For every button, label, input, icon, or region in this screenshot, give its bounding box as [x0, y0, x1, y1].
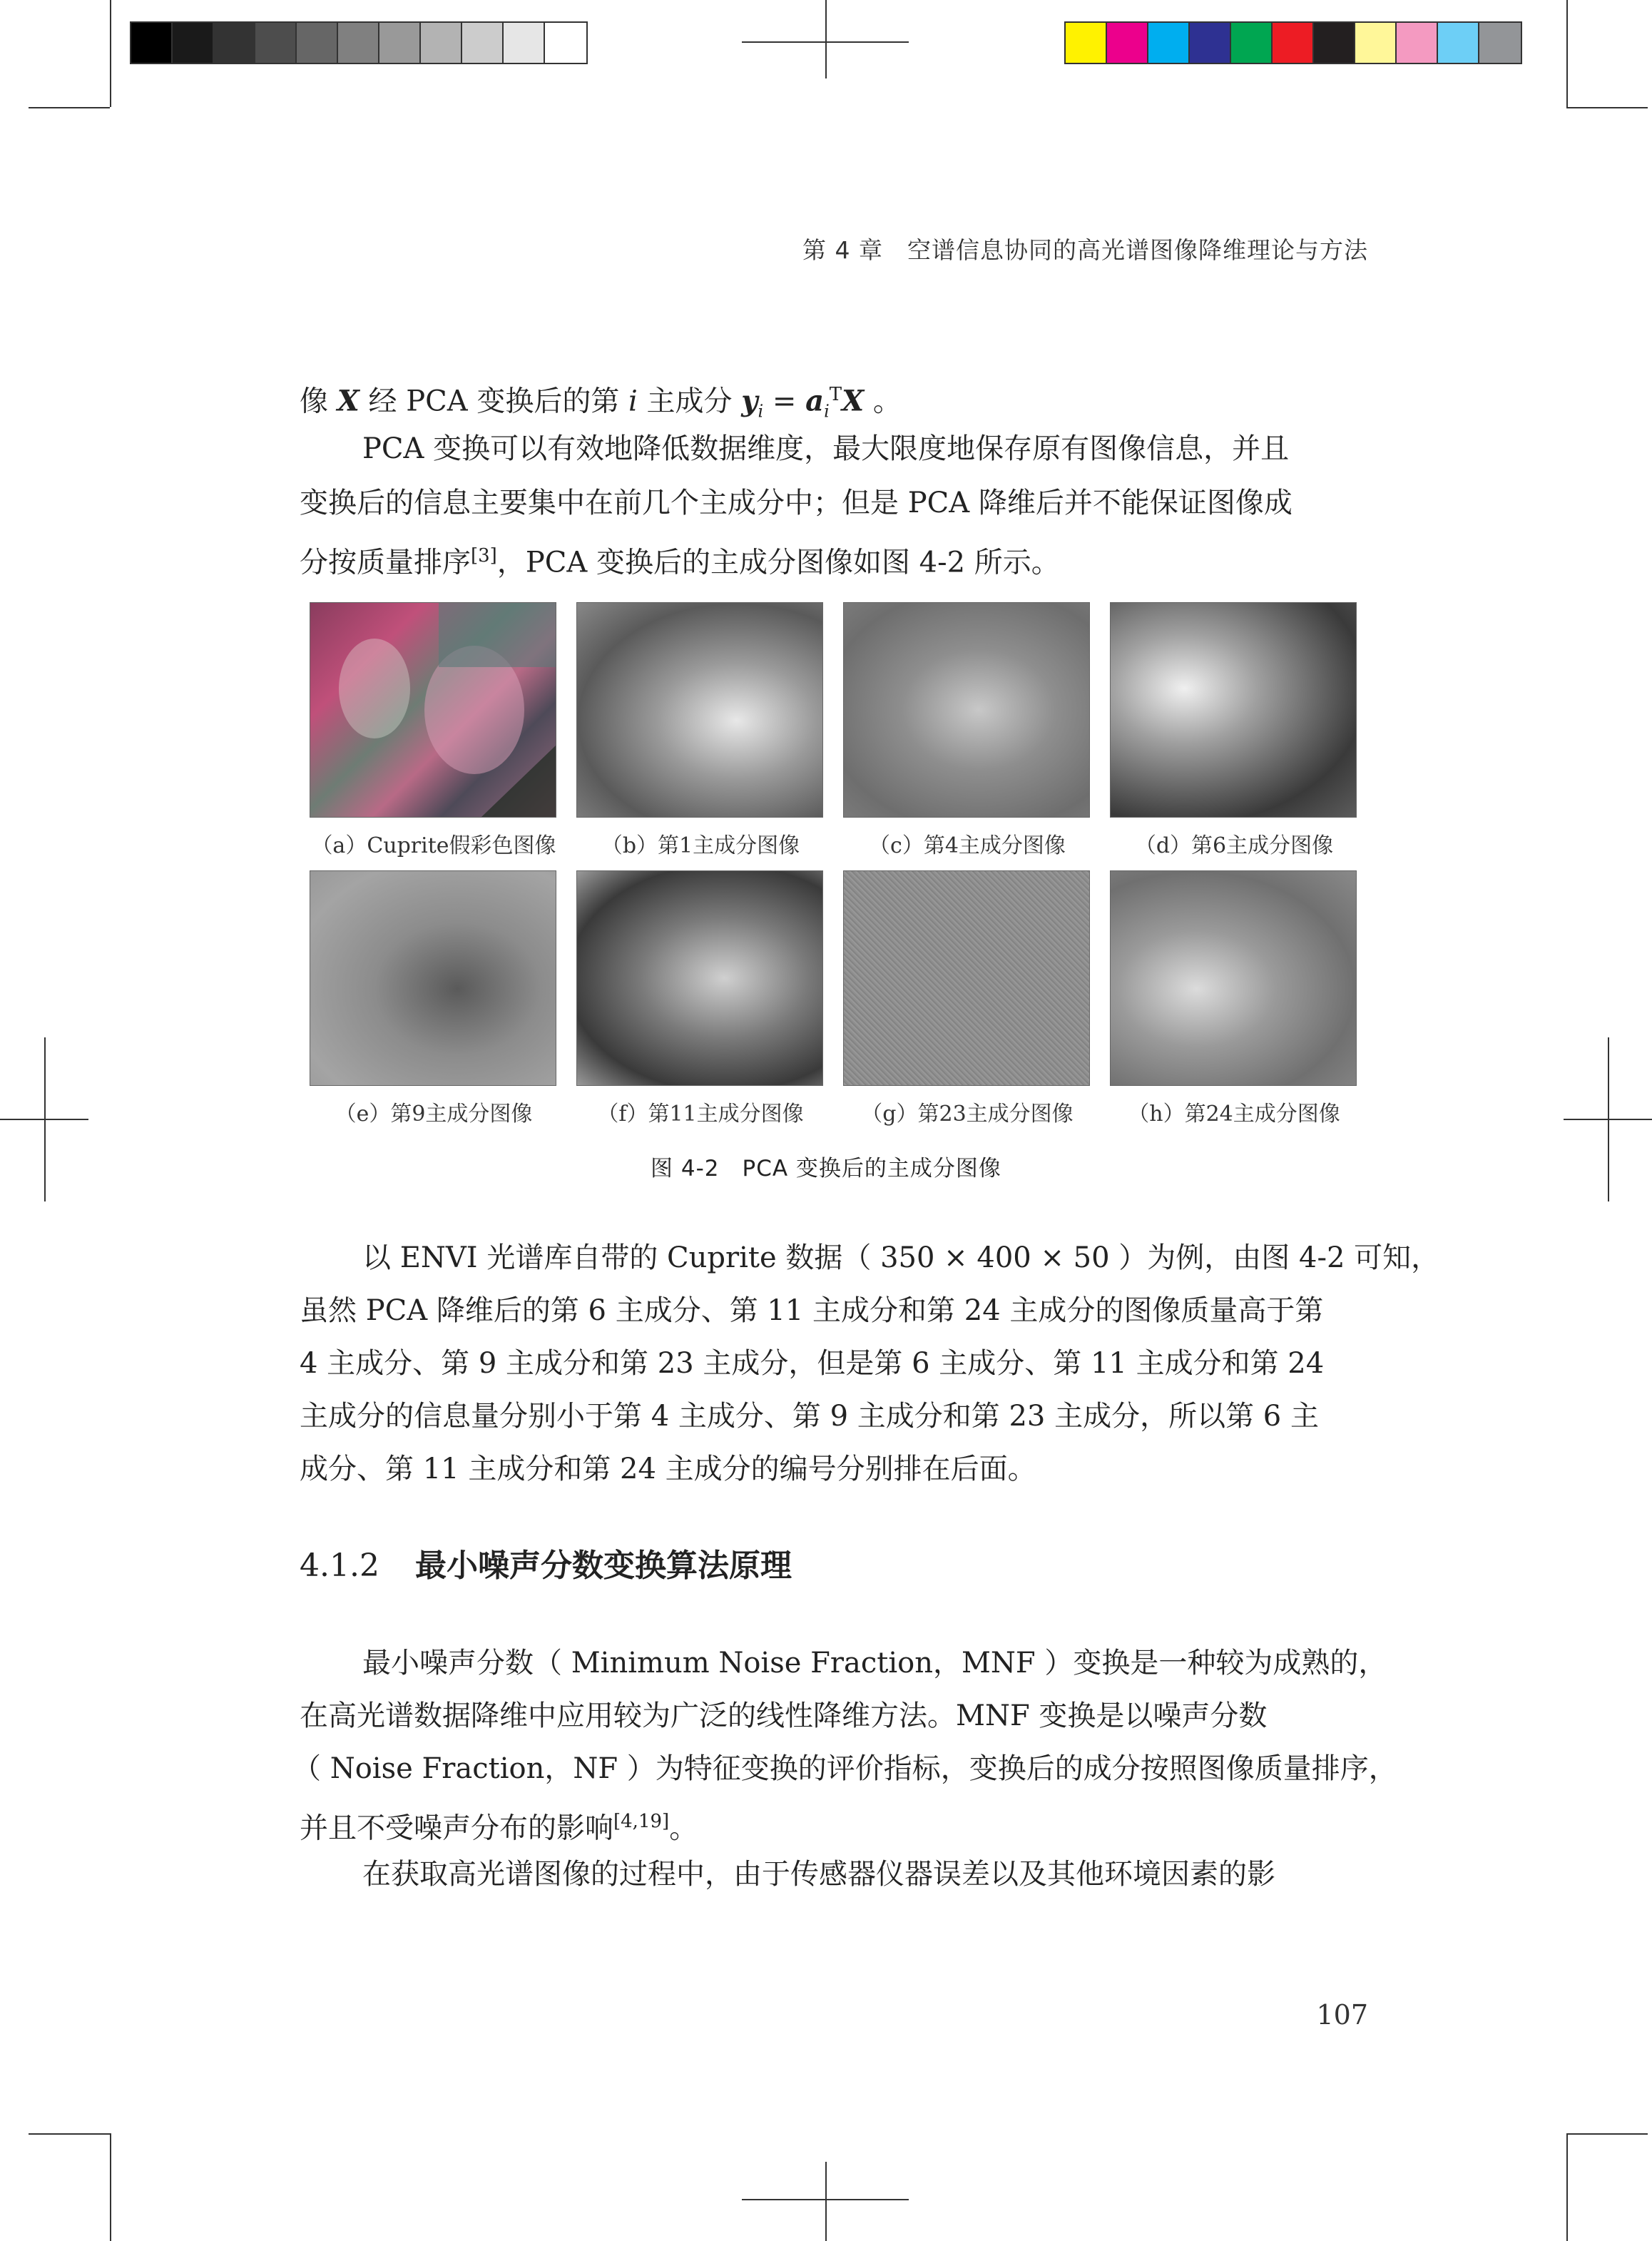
text-line: 成分、第 11 主成分和第 24 主成分的编号分别排在后面。 [300, 1453, 1036, 1485]
text-line: 分按质量排序[3]，PCA 变换后的主成分图像如图 4-2 所示。 [300, 545, 1060, 579]
panel-caption: （f）第11主成分图像 [597, 1102, 804, 1127]
color-swatch [1438, 23, 1479, 63]
text-line: 4 主成分、第 9 主成分和第 23 主成分，但是第 6 主成分、第 11 主成分和第 24 [300, 1347, 1325, 1380]
panel-caption: （b）第1主成分图像 [601, 833, 800, 858]
pc24-image [1110, 870, 1357, 1086]
panel-caption: （d）第6主成分图像 [1134, 833, 1334, 858]
cuprite-false-color-image [310, 602, 556, 818]
color-swatch [1066, 23, 1107, 63]
text-line: 以 ENVI 光谱库自带的 Cuprite 数据（ 350 × 400 × 50 ）为例，由图 4-2 可知， [362, 1241, 1440, 1274]
color-swatch [131, 23, 173, 63]
text-line: PCA 变换可以有效地降低数据维度，最大限度地保存原有图像信息，并且 [362, 432, 1290, 465]
pc23-image [843, 870, 1090, 1086]
color-swatch [1107, 23, 1148, 63]
color-swatch [1190, 23, 1231, 63]
color-swatch [1314, 23, 1355, 63]
text-line: 在高光谱数据降维中应用较为广泛的线性降维方法。MNF 变换是以噪声分数 [300, 1699, 1268, 1732]
section-number: 4.1.2 [300, 1548, 379, 1584]
pc1-image [576, 602, 823, 818]
text-line: 在获取高光谱图像的过程中，由于传感器仪器误差以及其他环境因素的影 [362, 1858, 1275, 1891]
process-color-bar [1064, 21, 1522, 64]
text-line: 主成分的信息量分别小于第 4 主成分、第 9 主成分和第 23 主成分，所以第 6 主 [300, 1400, 1319, 1433]
pc6-image [1110, 602, 1357, 818]
color-swatch [173, 23, 214, 63]
text-line: （ Noise Fraction，NF ）为特征变换的评价指标，变换后的成分按照图像质量排序， [292, 1752, 1397, 1785]
color-swatch [421, 23, 462, 63]
color-swatch [545, 23, 586, 63]
pc11-image [576, 870, 823, 1086]
color-swatch [379, 23, 421, 63]
color-swatch [1231, 23, 1273, 63]
section-title: 最小噪声分数变换算法原理 [414, 1548, 792, 1584]
running-head: 第 4 章 空谱信息协同的高光谱图像降维理论与方法 [802, 236, 1368, 264]
section-heading [300, 1540, 792, 1585]
color-swatch [1273, 23, 1314, 63]
pc4-image [843, 602, 1090, 818]
false-color-texture [310, 603, 556, 817]
text-line: 虽然 PCA 降维后的第 6 主成分、第 11 主成分和第 24 主成分的图像质量高于第 [300, 1294, 1324, 1327]
color-swatch [338, 23, 379, 63]
color-swatch [504, 23, 545, 63]
color-swatch [1479, 23, 1521, 63]
text-line: 最小噪声分数（ Minimum Noise Fraction，MNF ）变换是一种较为成熟的， [362, 1647, 1387, 1680]
pc9-image [310, 870, 556, 1086]
color-swatch [214, 23, 255, 63]
color-swatch [1148, 23, 1190, 63]
panel-caption: （g）第23主成分图像 [861, 1102, 1074, 1127]
color-swatch [1397, 23, 1438, 63]
color-swatch [462, 23, 504, 63]
text-line: 像 X 经 PCA 变换后的第 i 主成分 $y_i = a_i^TX$ 。 [300, 384, 902, 422]
panel-caption: （e）第9主成分图像 [335, 1102, 533, 1127]
color-swatch [1355, 23, 1397, 63]
text-line: 变换后的信息主要集中在前几个主成分中；但是 PCA 降维后并不能保证图像成 [300, 487, 1292, 519]
page-number: 107 [1316, 1999, 1368, 2031]
color-swatch [297, 23, 338, 63]
gray-color-bar [130, 21, 588, 64]
text-line: 并且不受噪声分布的影响[4,19]。 [300, 1811, 698, 1845]
panel-caption: （c）第4主成分图像 [869, 833, 1066, 858]
panel-caption: （a）Cuprite假彩色图像 [311, 833, 556, 858]
figure-caption: 图 4-2 PCA 变换后的主成分图像 [651, 1156, 1001, 1182]
color-swatch [255, 23, 297, 63]
panel-caption: （h）第24主成分图像 [1128, 1102, 1340, 1127]
